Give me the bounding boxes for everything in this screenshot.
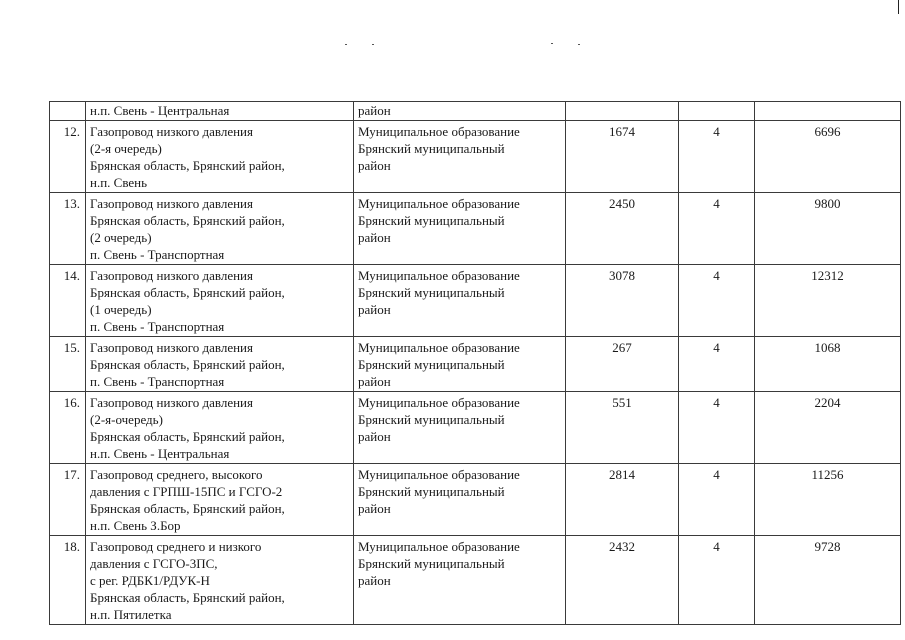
- cell-owner: Муниципальное образование Брянский муниципальный район: [354, 337, 566, 392]
- cell-rate: 4: [679, 464, 755, 536]
- table-row: [50, 464, 901, 536]
- cell-total: 12312: [755, 265, 901, 337]
- cell-length: 2432: [566, 536, 679, 625]
- scan-speck: [345, 44, 347, 45]
- table-row: [50, 265, 901, 337]
- cell-number: 14.: [50, 265, 86, 337]
- cell-owner: Муниципальное образование Брянский муниципальный район: [354, 392, 566, 464]
- cell-rate: 4: [679, 121, 755, 193]
- table-body: [50, 102, 901, 625]
- cell-number: 17.: [50, 464, 86, 536]
- gas-pipeline-table: [49, 101, 901, 625]
- cell-total: 9800: [755, 193, 901, 265]
- scan-speck: [372, 44, 374, 45]
- cell-object: Газопровод низкого давления (2-я-очередь) Брянская область, Брянский район, н.п. Свень - Центральная: [86, 392, 354, 464]
- cell-object: н.п. Свень - Центральная: [86, 102, 354, 121]
- cell-owner: Муниципальное образование Брянский муниципальный район: [354, 265, 566, 337]
- cell-total: 11256: [755, 464, 901, 536]
- cell-object: Газопровод низкого давления Брянская область, Брянский район, (2 очередь) п. Свень - Транспортная: [86, 193, 354, 265]
- cell-length: 267: [566, 337, 679, 392]
- cell-total: 2204: [755, 392, 901, 464]
- cell-total: [755, 102, 901, 121]
- table-row: [50, 121, 901, 193]
- cell-owner: Муниципальное образование Брянский муниципальный район: [354, 536, 566, 625]
- cell-total: 9728: [755, 536, 901, 625]
- cell-owner: Муниципальное образование Брянский муниципальный район: [354, 464, 566, 536]
- cell-object: Газопровод низкого давления Брянская область, Брянский район, (1 очередь) п. Свень - Транспортная: [86, 265, 354, 337]
- cell-rate: 4: [679, 265, 755, 337]
- scan-speck: [551, 43, 553, 44]
- cell-total: 6696: [755, 121, 901, 193]
- table-row: [50, 193, 901, 265]
- cell-length: 1674: [566, 121, 679, 193]
- scan-speck: [578, 44, 580, 45]
- page-edge-mark: [898, 0, 899, 14]
- cell-rate: 4: [679, 536, 755, 625]
- cell-object: Газопровод низкого давления Брянская область, Брянский район, п. Свень - Транспортная: [86, 337, 354, 392]
- cell-length: 2450: [566, 193, 679, 265]
- cell-length: 551: [566, 392, 679, 464]
- cell-number: 18.: [50, 536, 86, 625]
- cell-object: Газопровод низкого давления (2-я очередь) Брянская область, Брянский район, н.п. Свень: [86, 121, 354, 193]
- cell-number: [50, 102, 86, 121]
- cell-owner: район: [354, 102, 566, 121]
- cell-rate: 4: [679, 193, 755, 265]
- cell-owner: Муниципальное образование Брянский муниципальный район: [354, 121, 566, 193]
- cell-rate: 4: [679, 337, 755, 392]
- table-row: [50, 392, 901, 464]
- cell-number: 12.: [50, 121, 86, 193]
- cell-number: 13.: [50, 193, 86, 265]
- table-row: [50, 337, 901, 392]
- cell-object: Газопровод среднего и низкого давления с ГСГО-3ПС, с рег. РДБК1/РДУК-Н Брянская область, Брянский район, н.п. Пятилетка: [86, 536, 354, 625]
- table-row-continuation: [50, 102, 901, 121]
- cell-object: Газопровод среднего, высокого давления с ГРПШ-15ПС и ГСГО-2 Брянская область, Брянский район, н.п. Свень З.Бор: [86, 464, 354, 536]
- cell-rate: [679, 102, 755, 121]
- cell-number: 15.: [50, 337, 86, 392]
- cell-length: [566, 102, 679, 121]
- cell-rate: 4: [679, 392, 755, 464]
- cell-length: 3078: [566, 265, 679, 337]
- cell-total: 1068: [755, 337, 901, 392]
- cell-owner: Муниципальное образование Брянский муниципальный район: [354, 193, 566, 265]
- cell-length: 2814: [566, 464, 679, 536]
- table-row: [50, 536, 901, 625]
- cell-number: 16.: [50, 392, 86, 464]
